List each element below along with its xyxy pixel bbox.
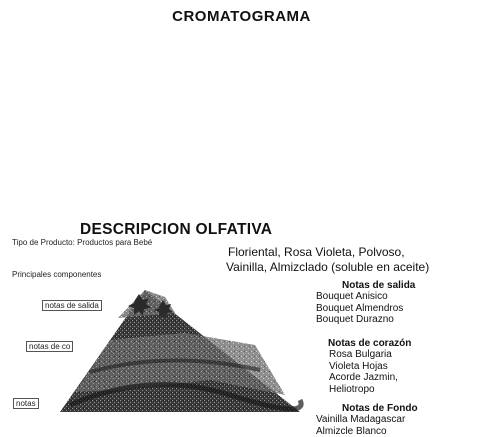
list-item: Bouquet Almendros: [316, 302, 404, 314]
page-title: CROMATOGRAMA: [172, 8, 311, 25]
base-notes-list: [316, 414, 405, 437]
list-item: Vainilla Madagascar: [316, 414, 406, 425]
product-type-label: Tipo de Producto: Productos para Bebé: [12, 238, 153, 247]
pyramid-base-notes-label: notas: [13, 398, 39, 409]
section-heading: DESCRIPCION OLFATIVA: [80, 221, 273, 238]
list-item: Bouquet Anisico: [316, 291, 388, 302]
list-item: Bouquet Durazno: [316, 314, 394, 325]
olfactive-description-line: Vainilla, Almizclado (soluble en aceite): [226, 260, 430, 274]
list-item: Rosa Bulgaria: [329, 349, 392, 360]
top-notes-heading: Notas de salida: [342, 280, 416, 291]
list-item: Violeta Hojas: [329, 360, 388, 372]
heart-notes-list: [329, 349, 398, 395]
components-label: Principales componentes: [12, 270, 102, 279]
base-notes-heading: Notas de Fondo: [342, 403, 418, 414]
heart-notes-heading: Notas de corazón: [328, 338, 412, 349]
list-item: Almizcle Blanco: [316, 425, 387, 437]
pyramid-heart-notes-label: notas de co: [26, 341, 73, 352]
list-item: Heliotropo: [329, 383, 375, 395]
olfactive-description-line: Floriental, Rosa Violeta, Polvoso,: [228, 245, 405, 259]
list-item: Acorde Jazmin,: [329, 372, 398, 383]
top-notes-list: [316, 291, 403, 326]
pyramid-top-notes-label: notas de salida: [42, 300, 102, 311]
